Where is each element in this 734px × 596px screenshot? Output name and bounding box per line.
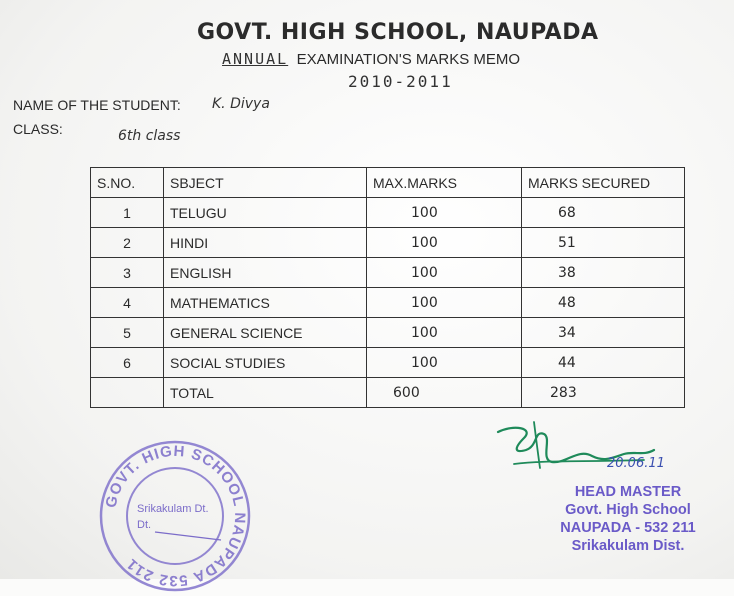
student-name-label: NAME OF THE STUDENT: (13, 97, 181, 113)
student-name-value: K. Divya (212, 96, 270, 112)
header-marks-secured: MARKS SECURED (522, 168, 685, 198)
school-title: GOVT. HIGH SCHOOL, NAUPADA (197, 20, 599, 45)
row-max-marks: 100 (367, 258, 522, 288)
header-max-marks: MAX.MARKS (367, 168, 522, 198)
table-row (91, 198, 685, 228)
class-value: 6th class (118, 128, 181, 144)
row-marks-secured: 68 (522, 198, 685, 228)
seal-inner-line1: Srikakulam Dt. (137, 503, 209, 515)
row-marks-secured: 51 (522, 228, 685, 258)
row-marks-secured: 38 (522, 258, 685, 288)
row-sno: 5 (91, 318, 164, 348)
head-master-stamp (543, 483, 713, 555)
memo-title: EXAMINATION'S MARKS MEMO (296, 51, 521, 68)
hm-place: NAUPADA - 532 211 (560, 520, 696, 536)
academic-year-handwritten: 2010-2011 (348, 72, 453, 91)
row-subject: HINDI (164, 228, 367, 258)
row-sno: 6 (91, 348, 164, 378)
row-marks-secured: 48 (522, 288, 685, 318)
head-master-signature (494, 420, 674, 480)
row-sno: 1 (91, 198, 164, 228)
table-row (91, 228, 685, 258)
row-max-marks: 100 (367, 318, 522, 348)
row-max-marks: 100 (367, 348, 522, 378)
seal-inner-line2: Dt. (137, 519, 152, 531)
row-subject: MATHEMATICS (164, 288, 367, 318)
row-sno: 3 (91, 258, 164, 288)
total-sno (91, 378, 164, 408)
memo-title-line (222, 50, 520, 69)
row-max-marks: 100 (367, 228, 522, 258)
header-sno: S.NO. (91, 168, 164, 198)
header-subject: SBJECT (164, 168, 367, 198)
table-row (91, 288, 685, 318)
signature-date: 20.06.11 (607, 456, 665, 471)
class-label: CLASS: (13, 121, 63, 137)
row-max-marks: 100 (367, 288, 522, 318)
marks-table (90, 167, 685, 408)
exam-type-handwritten: ANNUAL (222, 50, 289, 68)
row-sno: 4 (91, 288, 164, 318)
school-seal-stamp (95, 436, 255, 596)
total-label: TOTAL (164, 378, 367, 408)
svg-text:GOVT. HIGH SCHOOL NAUPADA 532 (102, 443, 248, 589)
row-max-marks: 100 (367, 198, 522, 228)
hm-title: HEAD MASTER (574, 484, 682, 500)
hm-district: Srikakulam Dist. (571, 538, 685, 554)
table-row (91, 348, 685, 378)
table-row (91, 318, 685, 348)
row-subject: GENERAL SCIENCE (164, 318, 367, 348)
row-subject: SOCIAL STUDIES (164, 348, 367, 378)
total-marks-secured: 283 (522, 378, 685, 408)
table-header-row (91, 168, 685, 198)
row-subject: ENGLISH (164, 258, 367, 288)
hm-school: Govt. High School (565, 502, 691, 518)
row-marks-secured: 44 (522, 348, 685, 378)
row-subject: TELUGU (164, 198, 367, 228)
seal-ring-text: GOVT. HIGH SCHOOL NAUPADA 532 211 (102, 442, 249, 590)
table-total-row (91, 378, 685, 408)
row-sno: 2 (91, 228, 164, 258)
total-max-marks: 600 (367, 378, 522, 408)
table-row (91, 258, 685, 288)
row-marks-secured: 34 (522, 318, 685, 348)
